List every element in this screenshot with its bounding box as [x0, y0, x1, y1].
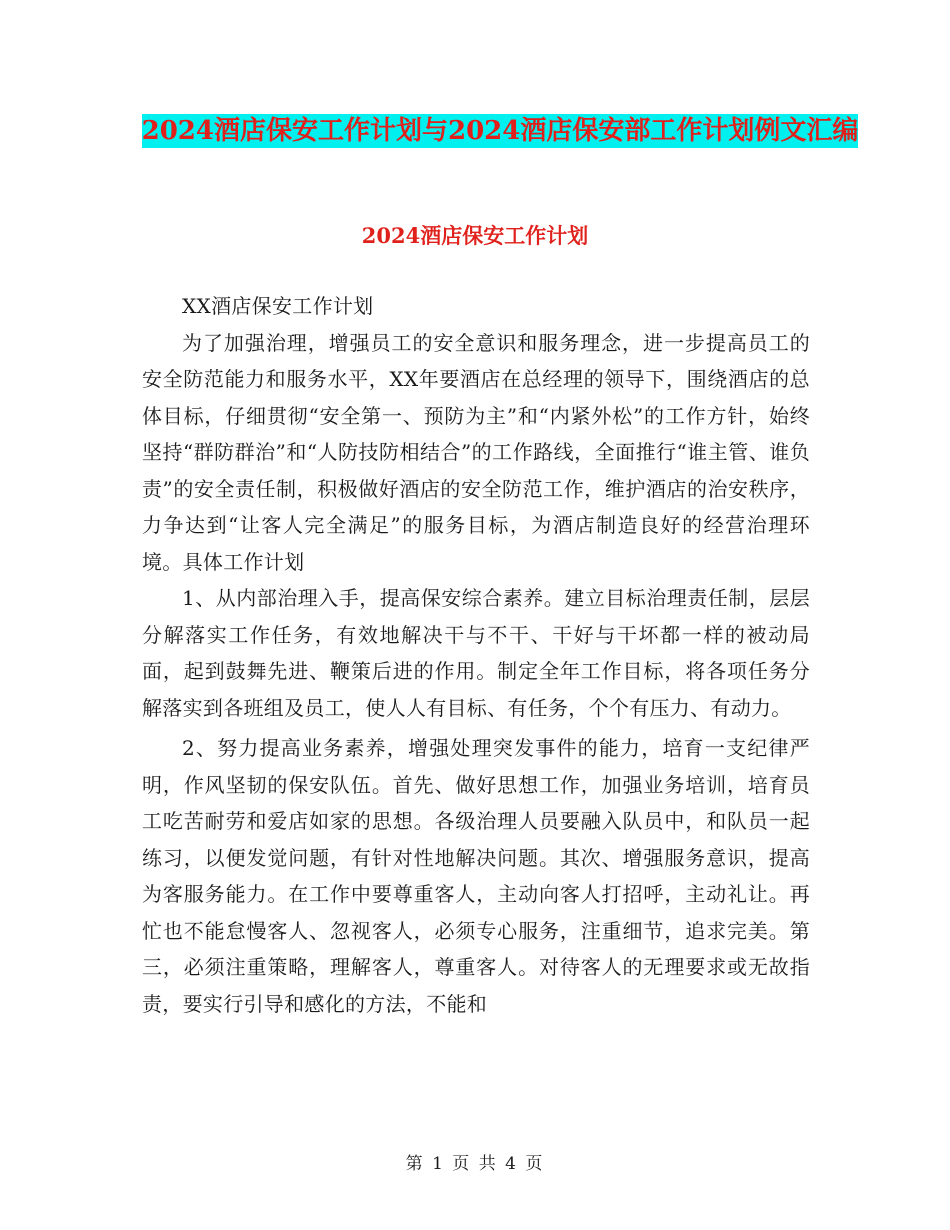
document-title-text: 2024酒店保安工作计划与2024酒店保安部工作计划例文汇编: [141, 116, 859, 146]
paragraph-heading: XX酒店保安工作计划: [182, 294, 374, 318]
document-title: [140, 108, 860, 154]
paragraph-intro: 为了加强治理，增强员工的安全意识和服务理念，进一步提高员工的安全防范能力和服务水平，XX年要酒店在总经理的领导下，围绕酒店的总体目标，仔细贯彻“安全第一、预防为主”和“内紧外松”的工作方针，始终坚持“群防群治”和“人防技防相结合”的工作路线，全面推行“谁主管、谁负责”的安全责任制，积极做好酒店的安全防范工作，维护酒店的治安秩序，力争达到“让客人完全满足”的服务目标，为酒店制造良好的经营治理环境。具体工作计划: [142, 330, 810, 574]
section-title: 2024酒店保安工作计划: [361, 223, 589, 248]
document-body: [142, 288, 810, 1022]
paragraph-item-1: 1、从内部治理入手，提高保安综合素养。建立目标治理责任制，层层分解落实工作任务，有效地解决干与不干、干好与干坏都一样的被动局面，起到鼓舞先进、鞭策后进的作用。制定全年工作目标，将各项任务分解落实到各班组及员工，使人人有目标、有任务，个个有压力、有动力。: [142, 586, 810, 720]
page-number-footer: 第 1 页 共 4 页: [405, 1154, 545, 1174]
paragraph-item-2: 2、努力提高业务素养，增强处理突发事件的能力，培育一支纪律严明，作风坚韧的保安队伍。首先、做好思想工作，加强业务培训，培育员工吃苦耐劳和爱店如家的思想。各级治理人员要融入队员中，和队员一起练习，以便发觉问题，有针对性地解决问题。其次、增强服务意识，提高为客服务能力。在工作中要尊重客人，主动向客人打招呼，主动礼让。再忙也不能怠慢客人、忽视客人，必须专心服务，注重细节，追求完美。第三，必须注重策略，理解客人，尊重客人。对待客人的无理要求或无故指责，要实行引导和感化的方法，不能和: [142, 736, 810, 1016]
